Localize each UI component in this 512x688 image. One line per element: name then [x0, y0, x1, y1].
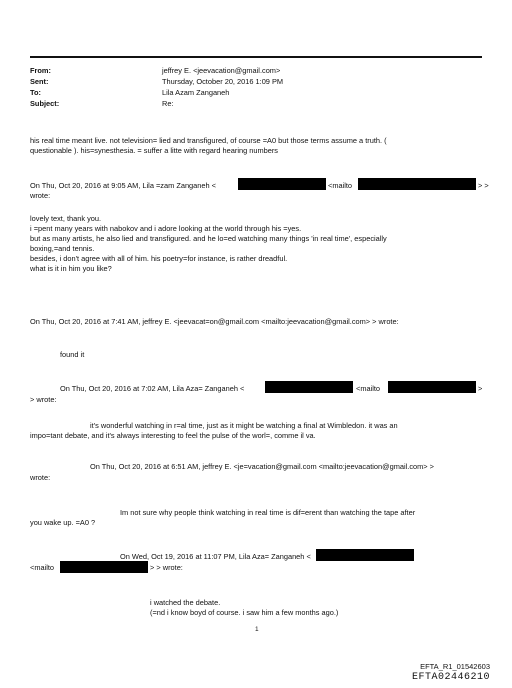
- quote-mailto: <mailto: [30, 563, 55, 572]
- to-label: To:: [30, 88, 41, 97]
- quote-wrote: wrote:: [30, 191, 51, 200]
- quote-wrote: > wrote:: [30, 395, 57, 404]
- quote-text: found it: [60, 350, 85, 359]
- quote-header: On Thu, Oct 20, 2016 at 7:41 AM, jeffrey E. <jeevacat=on@gmail.com <mailto:jeevacation@gmail.com> > wrote:: [30, 317, 399, 326]
- page-number: 1: [255, 626, 259, 633]
- subject-value: Re:: [162, 99, 174, 108]
- quote-wrote: wrote:: [30, 473, 51, 482]
- quote-text: lovely text, thank you.: [30, 214, 102, 223]
- quote-header: On Thu, Oct 20, 2016 at 9:05 AM, Lila =zam Zanganeh <: [30, 181, 216, 190]
- subject-label: Subject:: [30, 99, 60, 108]
- quote-header-end: > >: [478, 181, 489, 190]
- body-line: his real time meant live. not television= lied and transfigured, of course =A0 but those terms assume a truth. (: [30, 136, 387, 145]
- sent-value: Thursday, October 20, 2016 1:09 PM: [162, 77, 284, 86]
- from-value: jeffrey E. <jeevacation@gmail.com>: [162, 66, 281, 75]
- quote-header: On Thu, Oct 20, 2016 at 6:51 AM, jeffrey E. <je=vacation@gmail.com <mailto:jeevacation@gmail.com> >: [90, 462, 434, 471]
- quote-text: (=nd i know boyd of course. i saw him a few months ago.): [150, 608, 339, 617]
- quote-mailto: <mailto: [356, 384, 381, 393]
- quote-header: On Wed, Oct 19, 2016 at 11:07 PM, Lila Aza= Zanganeh <: [120, 552, 311, 561]
- quote-text: but as many artists, he also lied and transfigured. and he lo=ed watching many things 'in real time', especially: [30, 234, 387, 243]
- redaction-box: [316, 549, 414, 561]
- from-label: From:: [30, 66, 51, 75]
- footer-id-primary: EFTA_R1_01542603: [420, 662, 490, 671]
- quote-wrote: > > wrote:: [150, 563, 183, 572]
- quote-header-end: >: [478, 384, 483, 393]
- quote-text: besides, i don't agree with all of him. his poetry=for instance, is rather dreadful.: [30, 254, 288, 263]
- quote-text: it's wonderful watching in r=al time, just as it might be watching a final at Wimbledon. it was an: [90, 421, 398, 430]
- quote-text: you wake up. =A0 ?: [30, 518, 96, 527]
- quote-text: i =pent many years with nabokov and i adore looking at the world through his =yes.: [30, 224, 302, 233]
- to-value: Lila Azam Zanganeh: [162, 88, 230, 97]
- redaction-box: [388, 381, 476, 393]
- quote-header: On Thu, Oct 20, 2016 at 7:02 AM, Lila Aza= Zanganeh <: [60, 384, 245, 393]
- quote-text: i watched the debate.: [150, 598, 221, 607]
- quote-text: boxing,=and tennis.: [30, 244, 95, 253]
- body-line: questionable ). his=synesthesia. = suffer a litte with regard hearing numbers: [30, 146, 279, 155]
- redaction-box: [358, 178, 476, 190]
- quote-text: Im not sure why people think watching in real time is dif=erent than watching the tape after: [120, 508, 416, 517]
- header-rule: [30, 56, 482, 58]
- quote-text: what is it in him you like?: [30, 264, 112, 273]
- quote-text: impo=tant debate, and it's always interesting to feel the pulse of the worl=, comme il va.: [30, 431, 316, 440]
- quote-mailto: <mailto: [328, 181, 353, 190]
- redaction-box: [238, 178, 326, 190]
- redaction-box: [60, 561, 148, 573]
- sent-label: Sent:: [30, 77, 49, 86]
- footer-id-secondary: EFTA02446210: [411, 672, 490, 683]
- redaction-box: [265, 381, 353, 393]
